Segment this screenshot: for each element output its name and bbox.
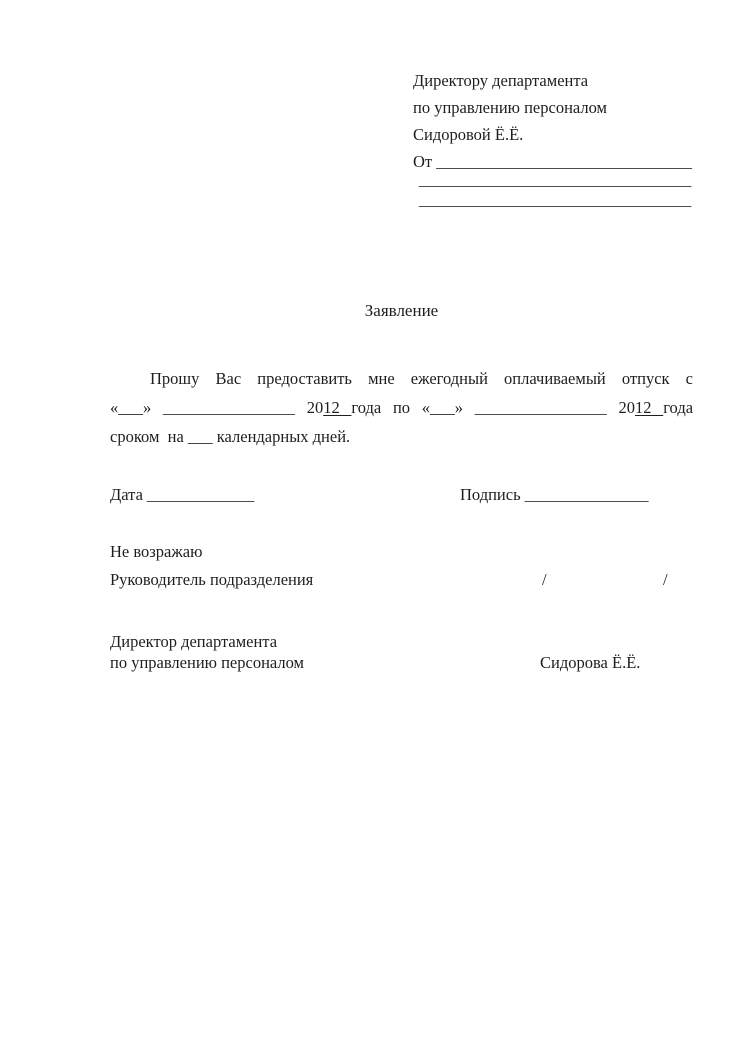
month-to-blank: ________________: [474, 398, 607, 417]
addressee-recipient-department: по управлению персоналом: [413, 98, 607, 117]
addressee-block: [413, 67, 713, 175]
signature-label: Подпись: [460, 485, 521, 504]
body-paragraph-line-2: [110, 394, 693, 421]
date-to-quotes: «___»: [421, 398, 464, 417]
no-objection-text: Не возражаю: [110, 542, 203, 561]
from-blank-field: _______________________________: [436, 152, 693, 171]
body-paragraph-line-1: Прошу Вас предоставить мне ежегодный оплачиваемый отпуск с: [150, 369, 693, 388]
body-paragraph-line-3: сроком на ___ календарных дней.: [110, 427, 351, 446]
head-of-unit-label: Руководитель подразделения: [110, 570, 314, 589]
signature-slash-separator: /: [663, 570, 668, 589]
date-label: Дата: [110, 485, 143, 504]
director-name: Сидорова Ё.Ё.: [540, 653, 641, 672]
signature-row: [460, 481, 648, 508]
year-to-filled: 12: [634, 398, 664, 417]
document-title: Заявление: [364, 301, 439, 320]
director-title-line: Директор департамента: [110, 632, 278, 651]
signature-blank-field: _______________: [524, 485, 649, 504]
signature-slash-separator: /: [542, 570, 547, 589]
director-department-line: по управлению персоналом: [110, 653, 304, 672]
addressee-recipient-name: Сидоровой Ё.Ё.: [413, 125, 524, 144]
year-from: 2012 года по: [306, 398, 411, 417]
addressee-recipient-title: Директору департамента: [413, 71, 589, 90]
date-from-quotes: «___»: [110, 398, 152, 417]
year-from-filled: 12: [323, 398, 352, 417]
applicant-blank-line: _________________________________: [419, 170, 692, 189]
from-label: От: [413, 152, 433, 171]
applicant-blank-line: _________________________________: [419, 190, 692, 209]
date-row: [110, 481, 254, 508]
month-from-blank: ________________: [162, 398, 295, 417]
year-to: 2012 года: [618, 398, 694, 417]
date-blank-field: _____________: [147, 485, 255, 504]
